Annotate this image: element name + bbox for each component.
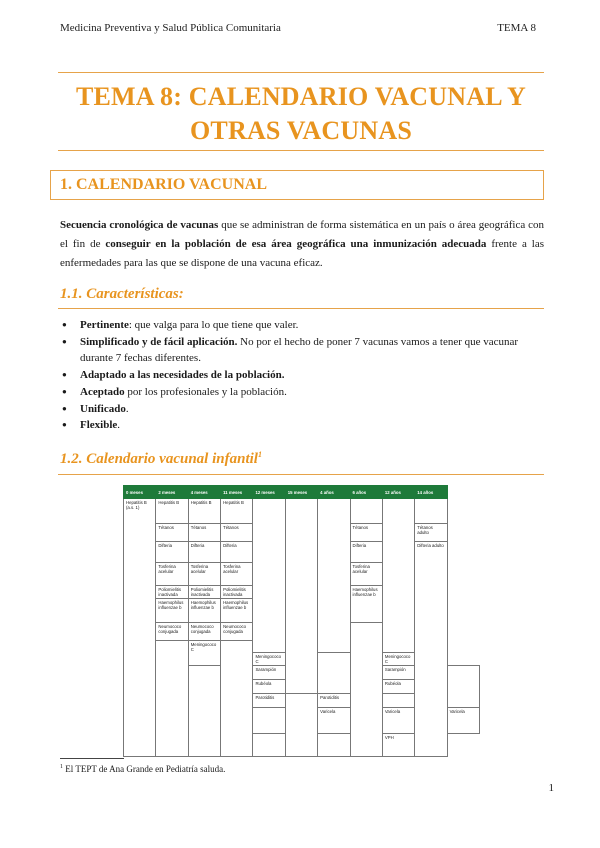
table-cell: VPH: [382, 733, 414, 756]
definition-text-1: que se administran de forma sistemática en un país o área geográfica con el fin de: [60, 219, 545, 250]
col-header: 0 meses: [124, 486, 156, 499]
list-item: [60, 317, 544, 334]
table-cell: [415, 499, 447, 524]
table-cell: Poliomielitis inactivada: [221, 585, 253, 598]
table-cell: Difteria: [156, 542, 188, 562]
table-cell: Parotiditis: [253, 694, 285, 708]
table-cell: [447, 665, 479, 707]
table-cell: Sarampión: [253, 665, 285, 679]
table-cell: Parotiditis: [318, 694, 350, 708]
table-cell: Varicela: [382, 708, 414, 733]
definition-text-2: frente a las enfermedades para las que se dispone de una vacuna eficaz.: [60, 238, 544, 269]
list-item: [60, 401, 544, 418]
definition-paragraph: [60, 216, 544, 273]
table-cell: Tétanos adulto: [415, 524, 447, 542]
table-cell: [318, 652, 350, 693]
page-number: 1: [548, 782, 554, 794]
table-cell: Tétanos: [350, 524, 382, 542]
table-cell: [253, 733, 285, 756]
subsection-calendar-text: 1.2. Calendario vacunal infantil: [60, 451, 258, 467]
col-header: 2 meses: [156, 486, 188, 499]
table-cell: [318, 733, 350, 756]
running-header-chapter: TEMA 8: [497, 22, 536, 34]
characteristics-list: [60, 317, 544, 434]
subsection-heading-characteristics: 1.1. Características:: [60, 286, 184, 302]
table-cell: Varicela: [318, 708, 350, 733]
item-bold: Simplificado y de fácil aplicación.: [80, 335, 238, 348]
item-bold: Aceptado: [80, 385, 125, 398]
definition-bold-1: Secuencia cronológica de vacunas: [60, 219, 219, 231]
page-title-line2: OTRAS VACUNAS: [190, 116, 412, 145]
col-header: 6 años: [350, 486, 382, 499]
col-header: 12 meses: [253, 486, 285, 499]
col-header: 15 meses: [285, 486, 317, 499]
table-cell: Haemophilus influenzae b: [350, 585, 382, 622]
table-cell: [318, 499, 350, 653]
table-cell: [156, 640, 188, 756]
title-top-rule: [58, 72, 544, 73]
table-cell: Hepatitis B (a.s. 1): [124, 499, 156, 757]
table-cell: Poliomielitis inactivada: [188, 585, 220, 598]
list-item: [60, 367, 544, 384]
table-cell: Haemophilus influenzae b: [156, 599, 188, 623]
table-cell: Hepatitis B: [221, 499, 253, 524]
table-cell: [285, 499, 317, 694]
item-bold: Flexible: [80, 419, 118, 432]
col-header: 14 años: [415, 486, 447, 499]
list-item: [60, 334, 544, 367]
page-title: [58, 80, 544, 148]
item-text: .: [117, 419, 121, 432]
col-header: 11 meses: [221, 486, 253, 499]
list-item: [60, 384, 544, 401]
table-cell: [350, 623, 382, 757]
page-title-line1: TEMA 8: CALENDARIO VACUNAL Y: [75, 82, 527, 111]
table-cell: [188, 665, 220, 756]
table-cell: Tosferina acelular: [221, 562, 253, 585]
table-cell: Meningococo C: [382, 652, 414, 665]
table-cell: Haemophilus influenzae b: [188, 599, 220, 623]
table-header-row: [124, 486, 480, 499]
table-row: [124, 499, 480, 524]
item-text: No por el hecho de poner 7 vacunas vamos a tener que vacunar durante 7 fechas diferentes.: [80, 335, 519, 365]
table-cell: Difteria: [350, 542, 382, 562]
table-cell: [221, 640, 253, 756]
footnote-text: El TEPT de Ana Grande en Pediatría saluda.: [63, 764, 226, 774]
table-cell: Haemophilus influenzae b: [221, 599, 253, 623]
running-header-title: Medicina Preventiva y Salud Pública Comunitaria: [60, 22, 281, 34]
footnote-rule: [60, 758, 124, 759]
table-cell: [285, 694, 317, 757]
table-cell: Tosferina acelular: [156, 562, 188, 585]
table-cell: Neumococo conjugada: [188, 623, 220, 640]
list-item: [60, 417, 544, 434]
table-cell: Sarampión: [382, 665, 414, 679]
table-cell: Hepatitis B: [188, 499, 220, 524]
item-text: : que valga para lo que tiene que valer.: [128, 319, 299, 331]
table-cell: Difteria: [221, 542, 253, 562]
table-cell: Tétanos: [221, 524, 253, 542]
table-cell: Neumococo conjugada: [156, 623, 188, 640]
vaccination-schedule-table: [123, 485, 480, 757]
table-cell: Varicela: [447, 708, 479, 733]
item-bold: Adaptado a las necesidades de la población.: [80, 369, 285, 382]
table-cell: Difteria: [188, 542, 220, 562]
item-text: por los profesionales y la población.: [124, 385, 287, 398]
table-cell: Poliomielitis inactivada: [156, 585, 188, 598]
title-bottom-rule: [58, 150, 544, 151]
item-text: .: [125, 402, 129, 415]
table-cell: Rubéola: [253, 680, 285, 694]
col-header: 12 años: [382, 486, 414, 499]
table-cell: Tosferina acelular: [350, 562, 382, 585]
subsection-rule-2: [58, 474, 544, 475]
item-bold: Unificado: [80, 402, 126, 415]
subsection-heading-calendar: [60, 450, 262, 468]
table-cell: Tétanos: [188, 524, 220, 542]
table-cell: Tosferina acelular: [188, 562, 220, 585]
item-bold: Pertinente: [80, 319, 129, 331]
table-cell: [253, 499, 285, 653]
subsection-rule-1: [58, 308, 544, 309]
table-cell: Neumococo conjugada: [221, 623, 253, 640]
table-cell: [350, 499, 382, 524]
table-cell: Meningococo C: [188, 640, 220, 665]
section-heading: 1. CALENDARIO VACUNAL: [50, 170, 544, 200]
col-header: 4 años: [318, 486, 350, 499]
table-cell: Meningococo C: [253, 652, 285, 665]
definition-bold-2: conseguir en la población de esa área geográfica una inmunización adecuada: [105, 238, 487, 250]
col-header: 4 meses: [188, 486, 220, 499]
table-cell: Hepatitis B: [156, 499, 188, 524]
table-cell: [382, 499, 414, 653]
table-cell: Rubéola: [382, 680, 414, 694]
footnote-ref: 1: [257, 450, 262, 459]
table-cell: Difteria adulto: [415, 542, 447, 757]
footnote: [60, 764, 225, 774]
table-cell: [253, 708, 285, 733]
footnote-number: 1: [60, 764, 63, 770]
table-cell: Tétanos: [156, 524, 188, 542]
